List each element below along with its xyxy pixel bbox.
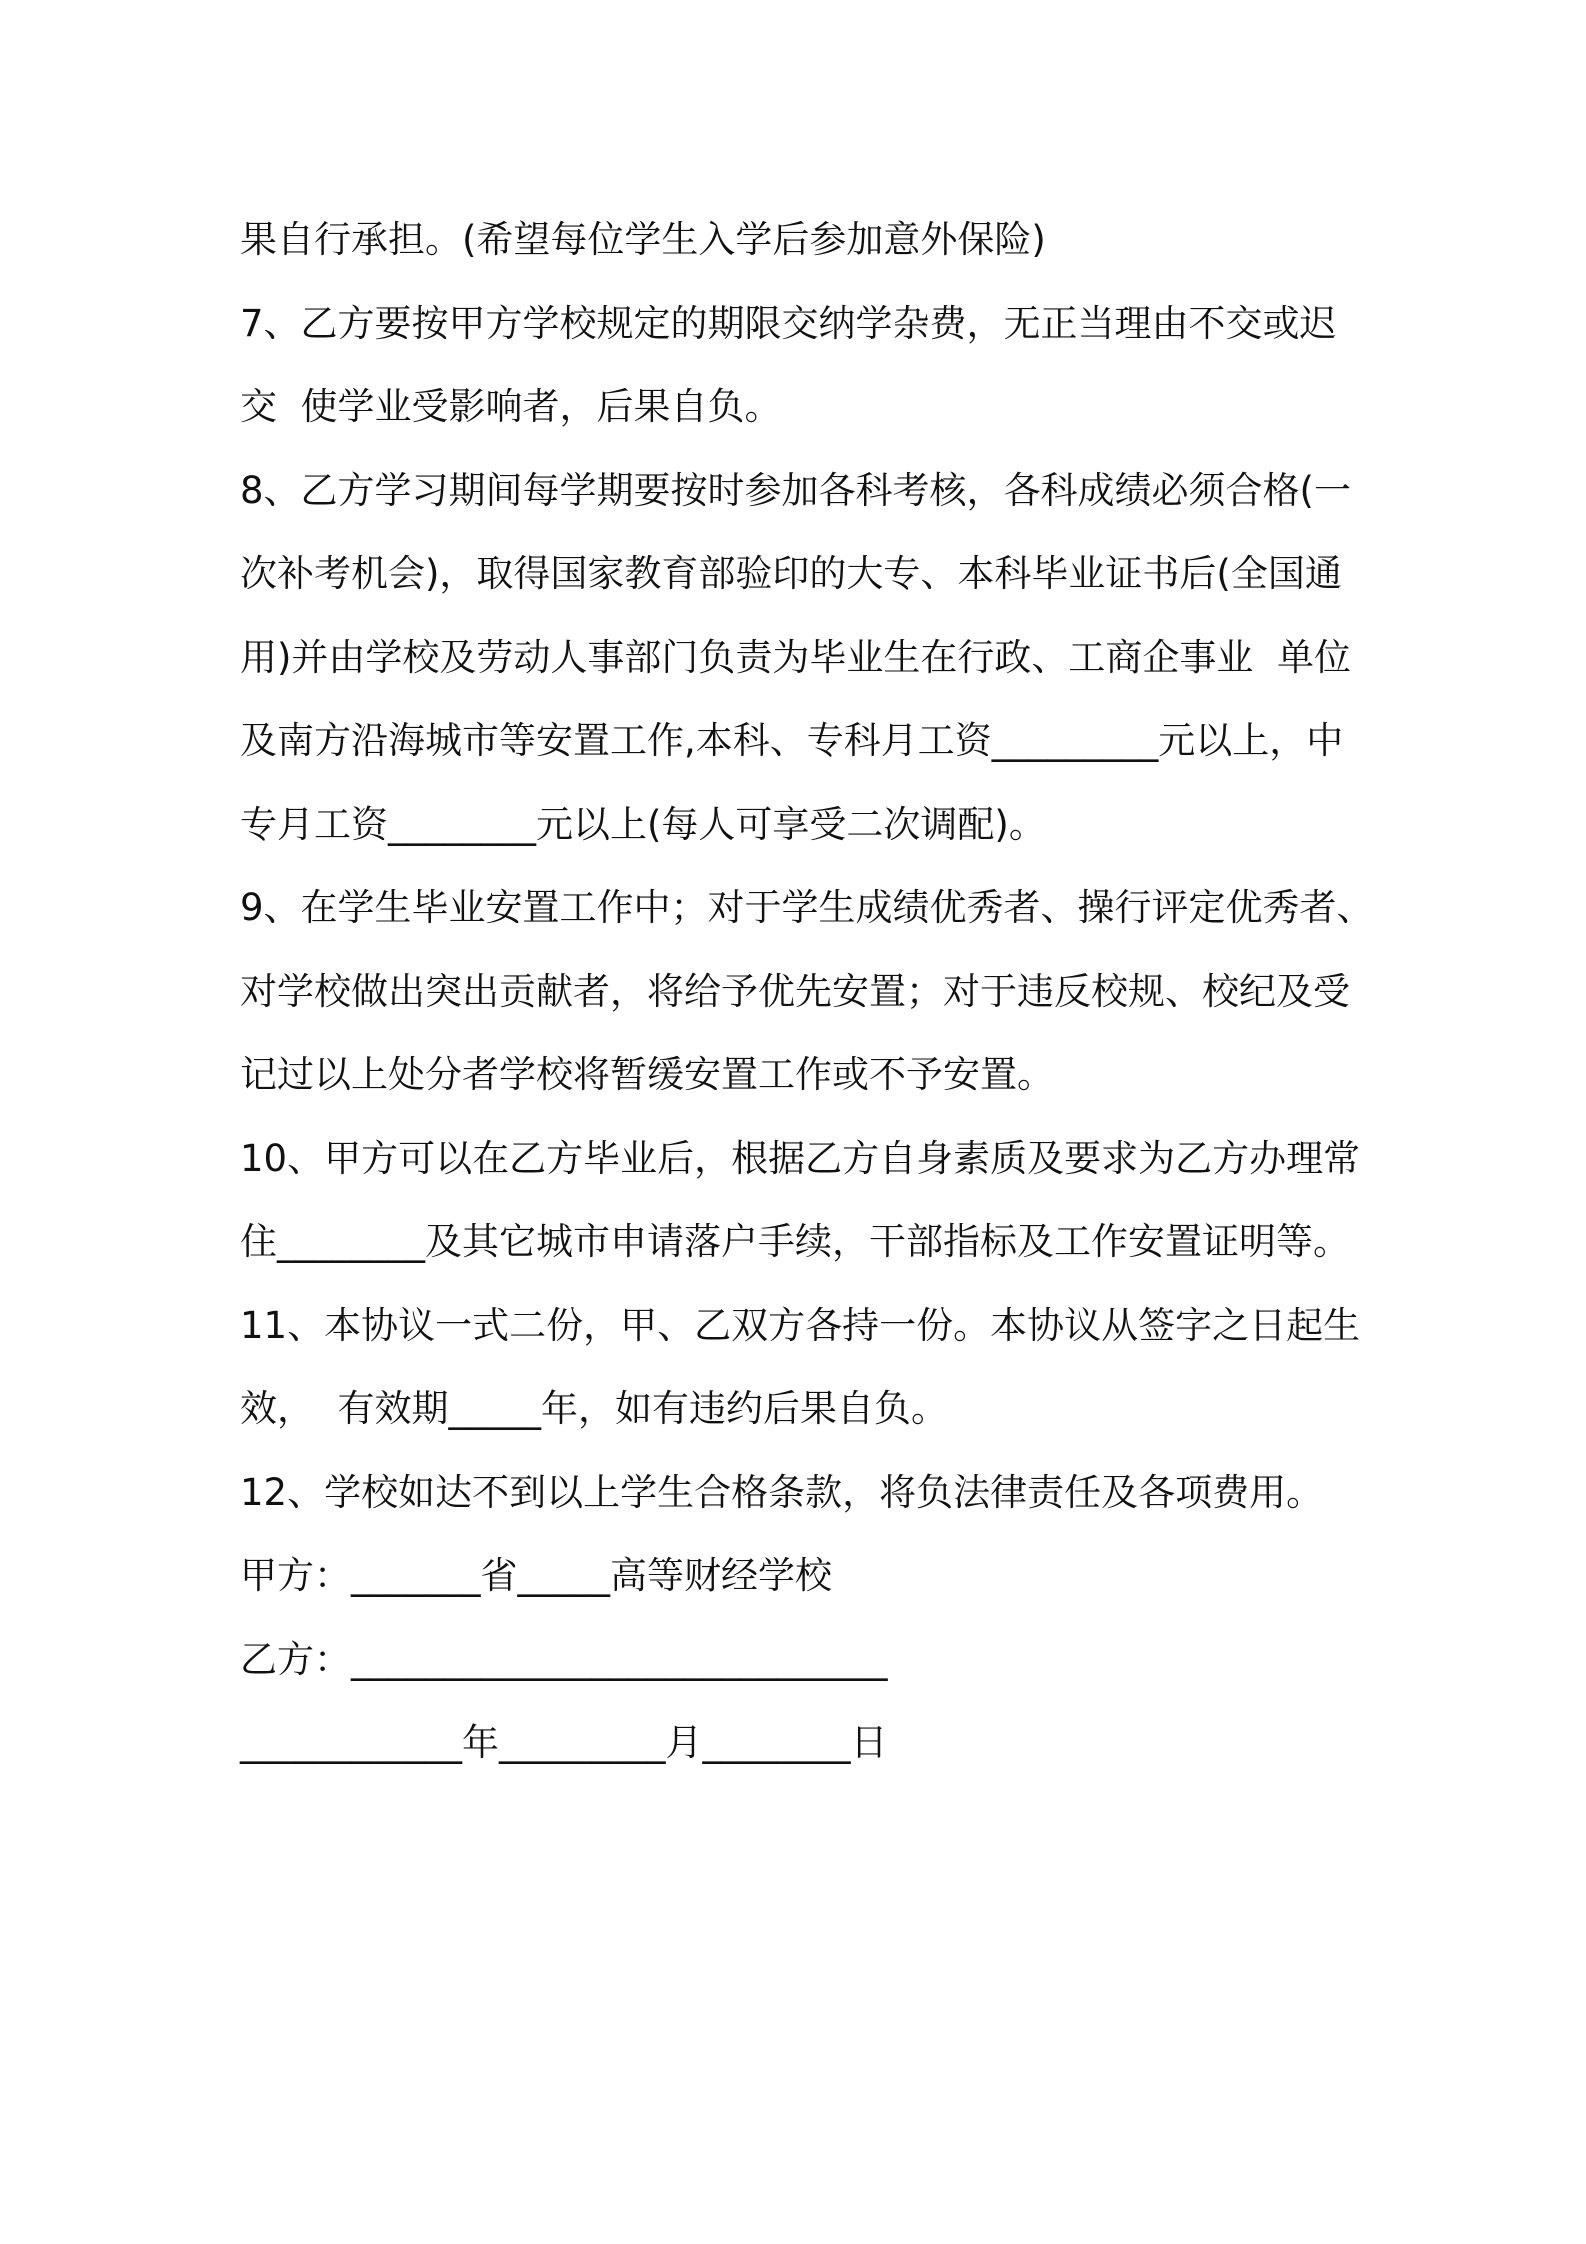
text-line: 果自行承担。(希望每位学生入学后参加意外保险) — [240, 218, 1046, 261]
clause-12-line: 12、学校如达不到以上学生合格条款，将负法律责任及各项费用。 — [240, 1470, 1324, 1514]
party-b-signature-line: 乙方：_____________________________ — [240, 1637, 888, 1681]
clause-7-line: 交 使学业受影响者，后果自负。 — [240, 385, 782, 428]
party-a-signature-line: 甲方：_______省_____高等财经学校 — [240, 1554, 832, 1597]
date-line: ____________年_________月________日 — [240, 1721, 888, 1764]
clause-9-line: 9、在学生毕业安置工作中；对于学生成绩优秀者、操行评定优秀者、 — [240, 886, 1374, 929]
clause-8-line: 8、乙方学习期间每学期要按时参加各科考核，各科成绩必须合格(一 — [240, 468, 1351, 512]
clause-9-line: 记过以上处分者学校将暂缓安置工作或不予安置。 — [240, 1053, 1054, 1096]
agreement-text — [240, 198, 1374, 1785]
clause-7-line: 7、乙方要按甲方学校规定的期限交纳学杂费，无正当理由不交或迟 — [240, 301, 1337, 345]
clause-8-line: 专月工资________元以上(每人可享受二次调配)。 — [240, 802, 1046, 846]
clause-8-line: 用)并由学校及劳动人事部门负责为毕业生在行政、工商企事业 单位 — [240, 635, 1351, 679]
clause-8-line: 及南方沿海城市等安置工作,本科、专科月工资_________元以上，中 — [240, 719, 1344, 762]
clause-10-line: 10、甲方可以在乙方毕业后，根据乙方自身素质及要求为乙方办理常 — [240, 1136, 1361, 1180]
clause-8-line: 次补考机会)，取得国家教育部验印的大专、本科毕业证书后(全国通 — [240, 552, 1342, 595]
clause-11-line: 效， 有效期_____年，如有违约后果自负。 — [240, 1387, 949, 1430]
clause-10-line: 住________及其它城市申请落户手续，干部指标及工作安置证明等。 — [240, 1220, 1350, 1263]
clause-9-line: 对学校做出突出贡献者，将给予优先安置；对于违反校规、校纪及受 — [240, 969, 1350, 1013]
clause-11-line: 11、本协议一式二份，甲、乙双方各持一份。本协议从签字之日起生 — [240, 1303, 1361, 1347]
